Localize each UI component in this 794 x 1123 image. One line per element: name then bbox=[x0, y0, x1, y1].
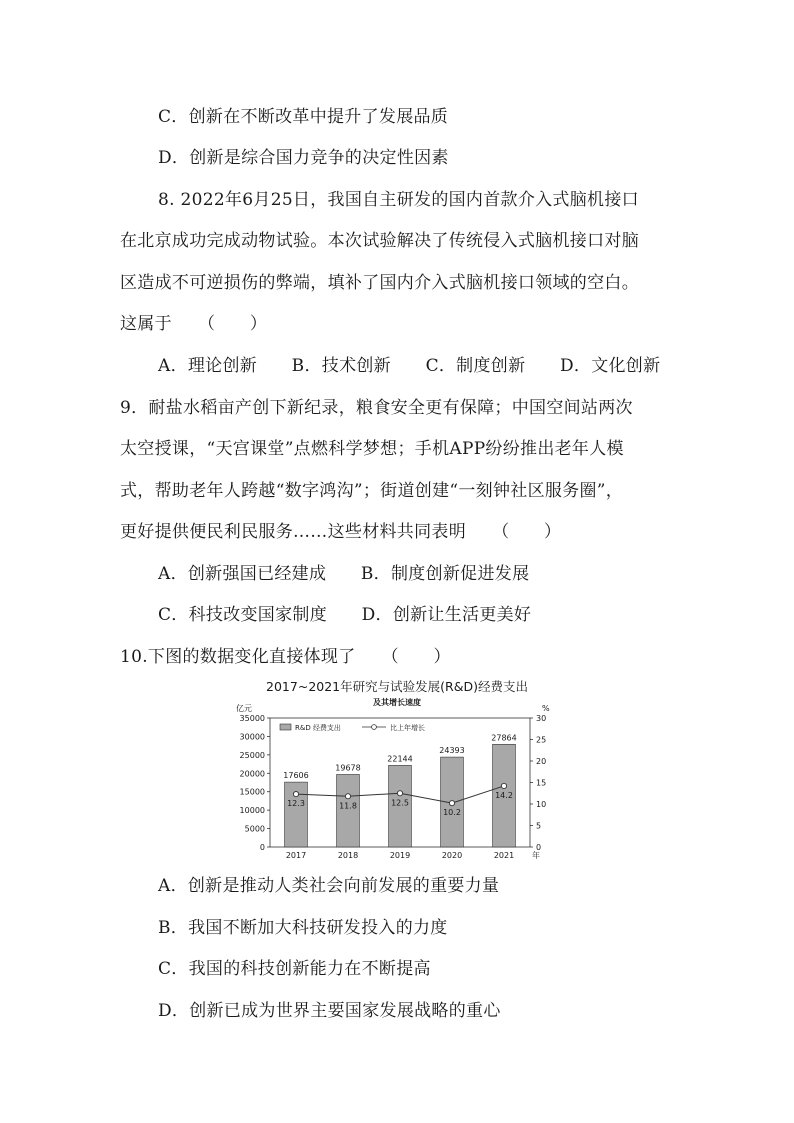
growth-point-2017 bbox=[293, 792, 298, 797]
legend-bar-label: R&D 经费支出 bbox=[295, 724, 341, 732]
option-10c: C．我国的科技创新能力在不断提高 bbox=[158, 959, 431, 979]
growth-value-label: 10.2 bbox=[443, 808, 461, 818]
option-7d: D．创新是综合国力竞争的决定性因素 bbox=[158, 148, 449, 168]
growth-value-label: 12.5 bbox=[391, 798, 409, 808]
growth-point-2018 bbox=[345, 794, 350, 799]
question-10-stem: 10.下图的数据变化直接体现了 （ ） bbox=[120, 647, 451, 667]
x-tick-label: 2021 bbox=[493, 851, 515, 860]
x-tick-label: 2020 bbox=[441, 851, 463, 860]
growth-point-2019 bbox=[397, 791, 402, 796]
y-right-tick-label: 0 bbox=[536, 843, 542, 852]
y-left-tick-label: 5000 bbox=[244, 824, 265, 834]
question-8-line-3: 区造成不可逆损伤的弊端，填补了国内介入式脑机接口领域的空白。 bbox=[120, 273, 639, 293]
y-right-tick-label: 5 bbox=[536, 821, 542, 831]
y-left-tick-label: 20000 bbox=[239, 769, 265, 779]
chart-svg bbox=[232, 678, 562, 863]
y-left-unit: 亿元 bbox=[236, 704, 252, 713]
question-9-line-2: 太空授课，“天宫课堂”点燃科学梦想；手机APP纷纷推出老年人模 bbox=[120, 439, 624, 459]
option-10d: D．创新已成为世界主要国家发展战略的重心 bbox=[158, 1001, 501, 1021]
y-left-tick-label: 10000 bbox=[239, 806, 265, 816]
y-right-tick-label: 15 bbox=[536, 778, 547, 788]
option-10b: B．我国不断加大科技研发投入的力度 bbox=[158, 918, 448, 938]
legend-line-label: 比上年增长 bbox=[390, 724, 425, 732]
growth-value-label: 11.8 bbox=[339, 801, 357, 811]
y-left-tick-label: 25000 bbox=[239, 750, 265, 760]
chart-title: 2017~2021年研究与试验发展(R&D)经费支出 bbox=[266, 679, 528, 694]
y-right-unit: % bbox=[542, 704, 550, 713]
legend-bar-swatch bbox=[280, 724, 291, 730]
bar-value-label: 17606 bbox=[283, 771, 309, 781]
growth-point-2020 bbox=[449, 801, 454, 806]
x-tick-label: 2019 bbox=[389, 851, 411, 860]
y-left-tick-label: 15000 bbox=[239, 787, 265, 797]
rd-expenditure-chart bbox=[232, 678, 562, 863]
y-right-tick-label: 10 bbox=[536, 800, 547, 809]
question-9-options-ab: A．创新强国已经建成 B．制度创新促进发展 bbox=[158, 564, 530, 584]
bar-value-label: 24393 bbox=[439, 746, 465, 756]
y-left-tick-label: 35000 bbox=[239, 714, 265, 723]
growth-value-label: 12.3 bbox=[287, 799, 305, 809]
growth-value-label: 14.2 bbox=[495, 790, 513, 800]
x-tick-label: 2017 bbox=[285, 851, 307, 860]
y-left-tick-label: 30000 bbox=[239, 732, 265, 742]
y-left-tick-label: 0 bbox=[259, 843, 265, 852]
question-8-line-4: 这属于 （ ） bbox=[120, 314, 268, 334]
bar-value-label: 22144 bbox=[387, 754, 413, 764]
question-8-line-1: 8. 2022年6月25日，我国自主研发的国内首款介入式脑机接口 bbox=[158, 190, 639, 210]
chart-subtitle: 及其增长速度 bbox=[373, 698, 421, 707]
legend-line-marker bbox=[372, 725, 377, 730]
bar-value-label: 19678 bbox=[335, 763, 361, 773]
question-8-line-2: 在北京成功完成动物试验。本次试验解决了传统侵入式脑机接口对脑 bbox=[120, 231, 639, 251]
bar-value-label: 27864 bbox=[491, 733, 517, 743]
x-tick-label: 2018 bbox=[337, 851, 359, 860]
y-right-tick-label: 25 bbox=[536, 735, 547, 745]
bar-2018 bbox=[337, 774, 360, 847]
x-unit: 年 bbox=[532, 851, 540, 860]
question-9-line-3: 式，帮助老年人跨越“数字鸿沟”；街道创建“一刻钟社区服务圈”， bbox=[120, 481, 624, 501]
y-right-tick-label: 30 bbox=[536, 714, 547, 723]
question-9-line-1: 9．耐盐水稻亩产创下新纪录，粮食安全更有保障；中国空间站两次 bbox=[120, 398, 633, 418]
growth-point-2021 bbox=[501, 783, 506, 788]
question-9-options-cd: C．科技改变国家制度 D．创新让生活更美好 bbox=[158, 605, 532, 625]
question-9-line-4: 更好提供便民利民服务……这些材料共同表明 （ ） bbox=[120, 522, 562, 542]
question-8-options: A．理论创新 B．技术创新 C．制度创新 D．文化创新 bbox=[158, 356, 661, 376]
option-7c: C．创新在不断改革中提升了发展品质 bbox=[158, 107, 449, 127]
y-right-tick-label: 20 bbox=[536, 757, 547, 766]
option-10a: A．创新是推动人类社会向前发展的重要力量 bbox=[158, 876, 500, 896]
